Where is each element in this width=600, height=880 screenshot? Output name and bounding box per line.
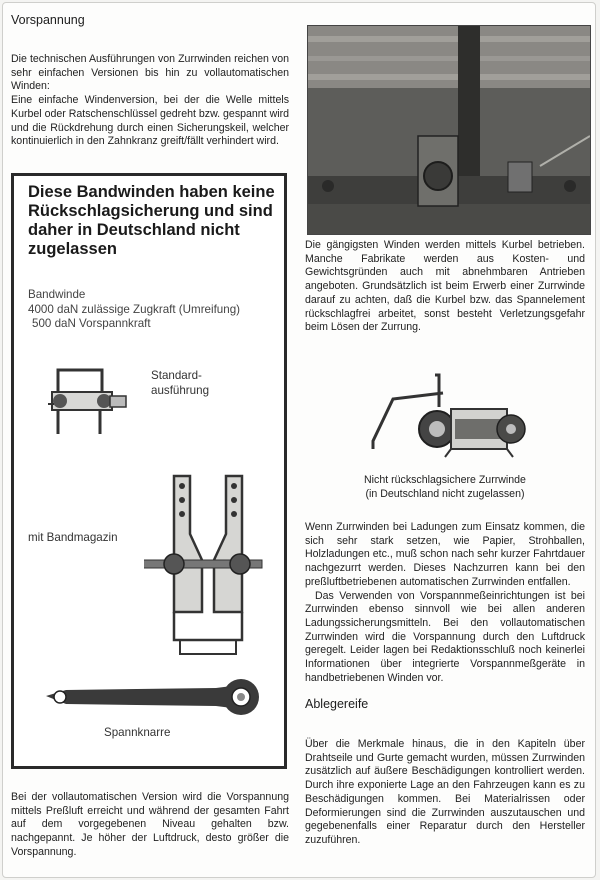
box-spec <box>28 288 240 332</box>
caption-magazin: mit Bandmagazin <box>28 531 118 544</box>
mid-paragraph: Wenn Zurrwinden bei Ladungen zum Einsatz kommen, die sich sehr stark setzen, wie Papier, Strohballen, Holzladungen etc., muß schon nach sehr kurzer Fahrtdauer nachgezurrt werden. Dieses Nachzurren kann bei den preßluftbetriebenen automatischen Zurrwinden entfallen. <box>305 521 585 588</box>
section-title: Vorspannung <box>11 13 85 27</box>
intro-text <box>11 53 289 149</box>
mid-paragraph: Das Verwenden von Vorspannmeßeinrichtungen ist bei Zurrwinden ebenso sinnvoll wie bei allen anderen Ladungssicherungsmitteln. Bei den vollautomatischen Zurrwinden wird die Vorspannung durch den Luftdruck geregelt. Leider lagen bei Redaktionsschluß noch keinerlei Informationen über integrierte Vorspannmeßgeräte in handbetriebenen Winden vor. <box>305 589 585 684</box>
truck-winch-photo <box>307 25 591 235</box>
intro-paragraph: Die technischen Ausführungen von Zurrwinden reichen von sehr einfachen Versionen bis hin zu vollautomatischen Winden: <box>11 53 289 93</box>
warning-box <box>11 173 287 769</box>
spec-line: 4000 daN zulässige Zugkraft (Umreifung) <box>28 302 241 316</box>
magazine-winch-illustration <box>144 472 268 660</box>
spec-line: 500 daN Vorspannkraft <box>32 317 151 330</box>
intro-paragraph: Eine einfache Windenversion, bei der die Welle mittels Kurbel oder Ratschenschlüssel gedreht bzw. gespannt wird und die Rückdrehung durch einen Sicherungskeil, welcher kontinuierlich in den Zahnkranz greift/fällt verhindert wird. <box>11 94 289 148</box>
caption-line: Nicht rückschlagsichere Zurrwinde <box>364 474 526 486</box>
caption-knarre: Spannknarre <box>104 726 171 739</box>
right-mid-text <box>305 521 585 685</box>
caption-line: Standard- <box>151 369 202 382</box>
sub-heading: Ablegereife <box>305 697 369 711</box>
right-top-text: Die gängigsten Winden werden mittels Kurbel betrieben. Manche Fabrikate werden aus Kosten- und Gewichtsgründen auch mit abnehmbaren Antrieben angeboten. Grundsätzlich ist beim Erwerb einer Zurrwinde darauf zu achten, daß die Kurbel bzw. das Spannelement rückschlagfrei arbeitet, sonst besteht Verletzungsgefahr beim Lösen der Zurrung. <box>305 239 585 334</box>
standard-winch-illustration <box>44 366 136 440</box>
bottom-left-text: Bei der vollautomatischen Version wird die Vorspannung mittels Preßluft erreicht und während der gesamten Fahrt auf dem vorgegebenen Niveau gehalten bzw. nachgepannt. Je höher der Luftdruck, desto größer die Vorspannung. <box>11 791 289 858</box>
winch-caption <box>305 473 585 501</box>
caption-line: (in Deutschland nicht zugelassen) <box>365 488 525 500</box>
box-heading: Diese Bandwinden haben keine Rückschlagsicherung und sind daher in Deutschland nicht zugelassen <box>28 183 275 258</box>
document-page <box>2 2 596 878</box>
caption-line: ausführung <box>151 384 210 397</box>
non-backstop-winch-illustration <box>363 371 533 459</box>
caption-standard <box>151 368 209 398</box>
right-bottom-text: Über die Merkmale hinaus, die in den Kapiteln über Drahtseile und Gurte gemacht wurden, müssen Zurrwinden zusätzlich auf äußere Beschädigungen kontrolliert werden. Durch ihre exponierte Lage an den Fahrzeugen kann es zu Beschädigungen kommen. Bei Materialrissen oder Deformierungen sind die Zurrwinden auszutauschen und gegebenenfalls einer Reparatur durch den Hersteller zuzuführen. <box>305 738 585 846</box>
spec-line: Bandwinde <box>28 288 86 301</box>
ratchet-wrench-illustration <box>36 676 266 720</box>
